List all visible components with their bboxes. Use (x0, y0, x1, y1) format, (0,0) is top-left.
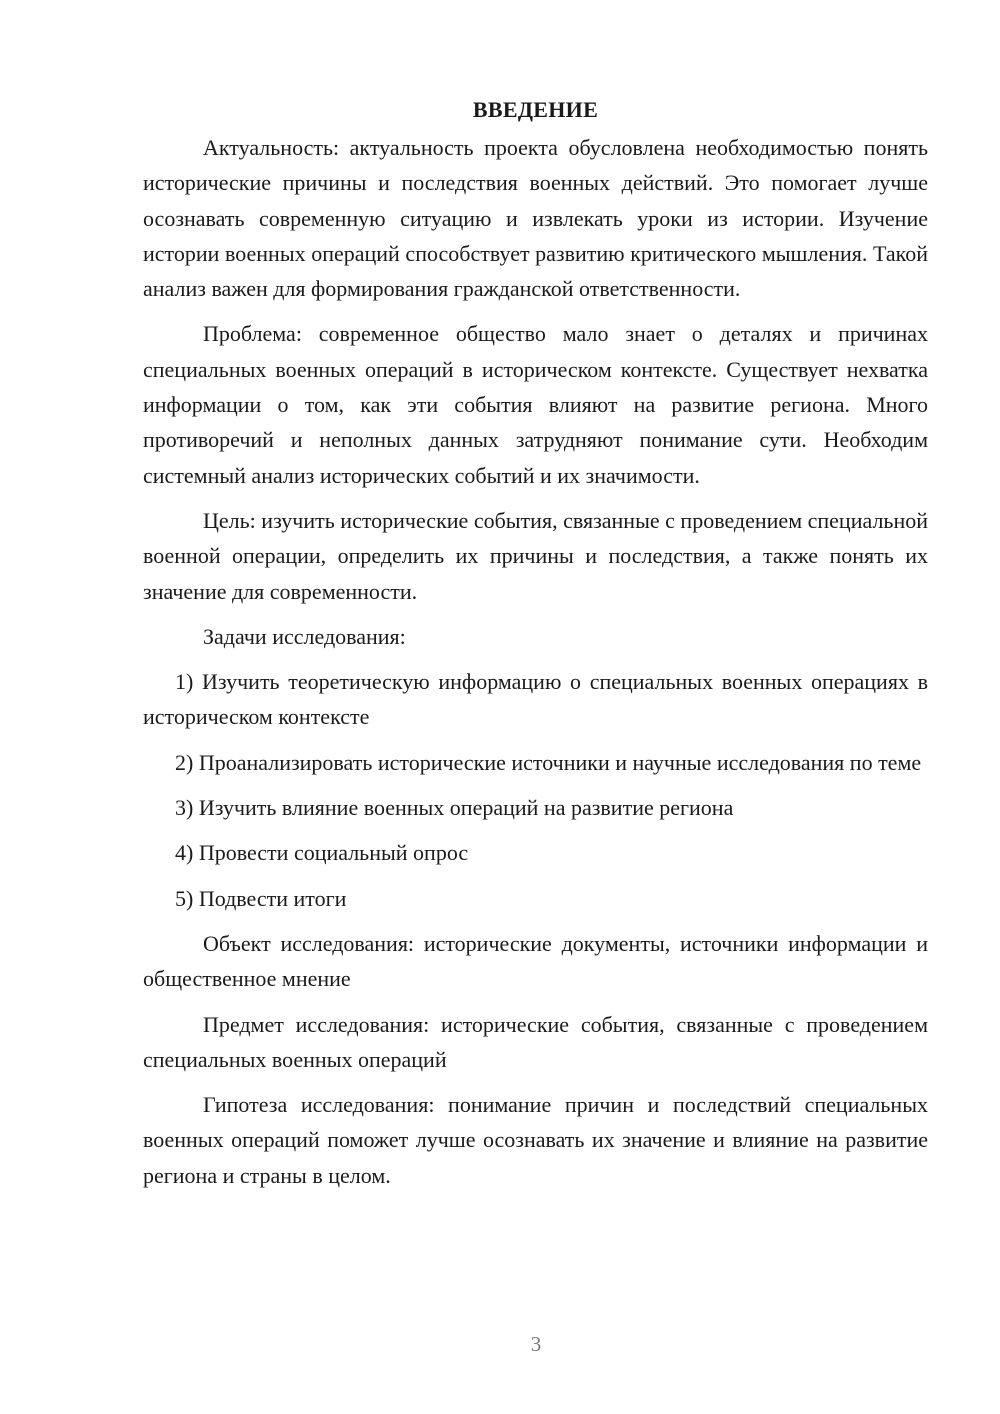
subject-paragraph: Предмет исследования: исторические события, связанные с проведением специальных военных операций (143, 1011, 928, 1072)
task-item-3: 3) Изучить влияние военных операций на развитие региона (175, 795, 734, 821)
problem-paragraph: Проблема: современное общество мало знает о деталях и причинах специальных военных операций в историческом контексте. Существует нехватка информации о том, как эти события влияют на развитие региона. Много противоречий и неполных данных затрудняют понимание сути. Необходим системный анализ исторических событий и их значимости. (143, 321, 928, 488)
task-item-4: 4) Провести социальный опрос (175, 840, 469, 866)
task-item-5: 5) Подвести итоги (175, 885, 347, 911)
object-paragraph: Объект исследования: исторические документы, источники информации и общественное мнение (143, 930, 928, 992)
relevance-paragraph: Актуальность: актуальность проекта обусловлена необходимостью понять исторические причины и последствия военных действий. Это помогает лучше осознавать современную ситуацию и извлекать уроки из истории. Изучение истории военных операций способствует развитию критического мышления. Такой анализ важен для формирования гражданской ответственности. (143, 135, 928, 302)
page-number: 3 (530, 1332, 542, 1356)
task-item-1: 1) Изучить теоретическую информацию о специальных военных операциях в историческом контексте (143, 669, 928, 730)
hypothesis-paragraph: Гипотеза исследования: понимание причин и последствий специальных военных операций поможет лучше осознавать их значение и влияние на развитие региона и страны в целом. (143, 1092, 928, 1188)
document-page (143, 94, 928, 1193)
task-item-2: 2) Проанализировать исторические источники и научные исследования по теме (175, 749, 922, 775)
goal-paragraph: Цель: изучить исторические события, связанные с проведением специальной военной операции, определить их причины и последствия, а также понять их значение для современности. (143, 507, 928, 604)
tasks-intro: Задачи исследования: (203, 623, 406, 649)
section-heading: ВВЕДЕНИЕ (472, 97, 599, 122)
